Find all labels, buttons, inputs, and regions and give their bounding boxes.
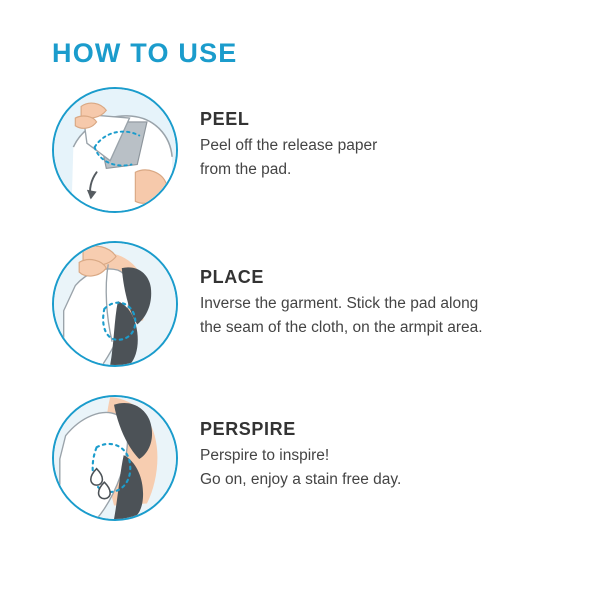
armpit-sweat-drops-icon: [52, 395, 178, 521]
step-body: [200, 134, 377, 182]
step-body-line: from the pad.: [200, 161, 292, 179]
step-body-line: Inverse the garment. Stick the pad along: [200, 295, 479, 312]
step-text-place: [200, 241, 483, 340]
step-figure-place: [52, 241, 178, 367]
page-title: HOW TO USE: [52, 38, 238, 68]
step-body: [200, 292, 483, 340]
step-title: PLACE: [200, 267, 265, 287]
step-text-perspire: [200, 395, 401, 492]
step-figure-peel: [52, 87, 178, 213]
list-item: [52, 87, 570, 213]
step-title: PERSPIRE: [200, 419, 296, 439]
steps-list: [52, 87, 570, 521]
step-body-line: Go on, enjoy a stain free day.: [200, 471, 402, 489]
hand-peeling-release-paper-icon: [52, 87, 178, 213]
step-body-line: Peel off the release paper: [200, 137, 378, 154]
list-item: [52, 395, 570, 521]
step-body-line: Perspire to inspire!: [200, 447, 330, 464]
hand-placing-pad-in-garment-icon: [52, 241, 178, 367]
step-text-peel: [200, 87, 377, 182]
step-body-line: the seam of the cloth, on the armpit area.: [200, 319, 483, 337]
step-figure-perspire: [52, 395, 178, 521]
step-body: [200, 444, 401, 492]
step-title: PEEL: [200, 109, 250, 129]
list-item: [52, 241, 570, 367]
